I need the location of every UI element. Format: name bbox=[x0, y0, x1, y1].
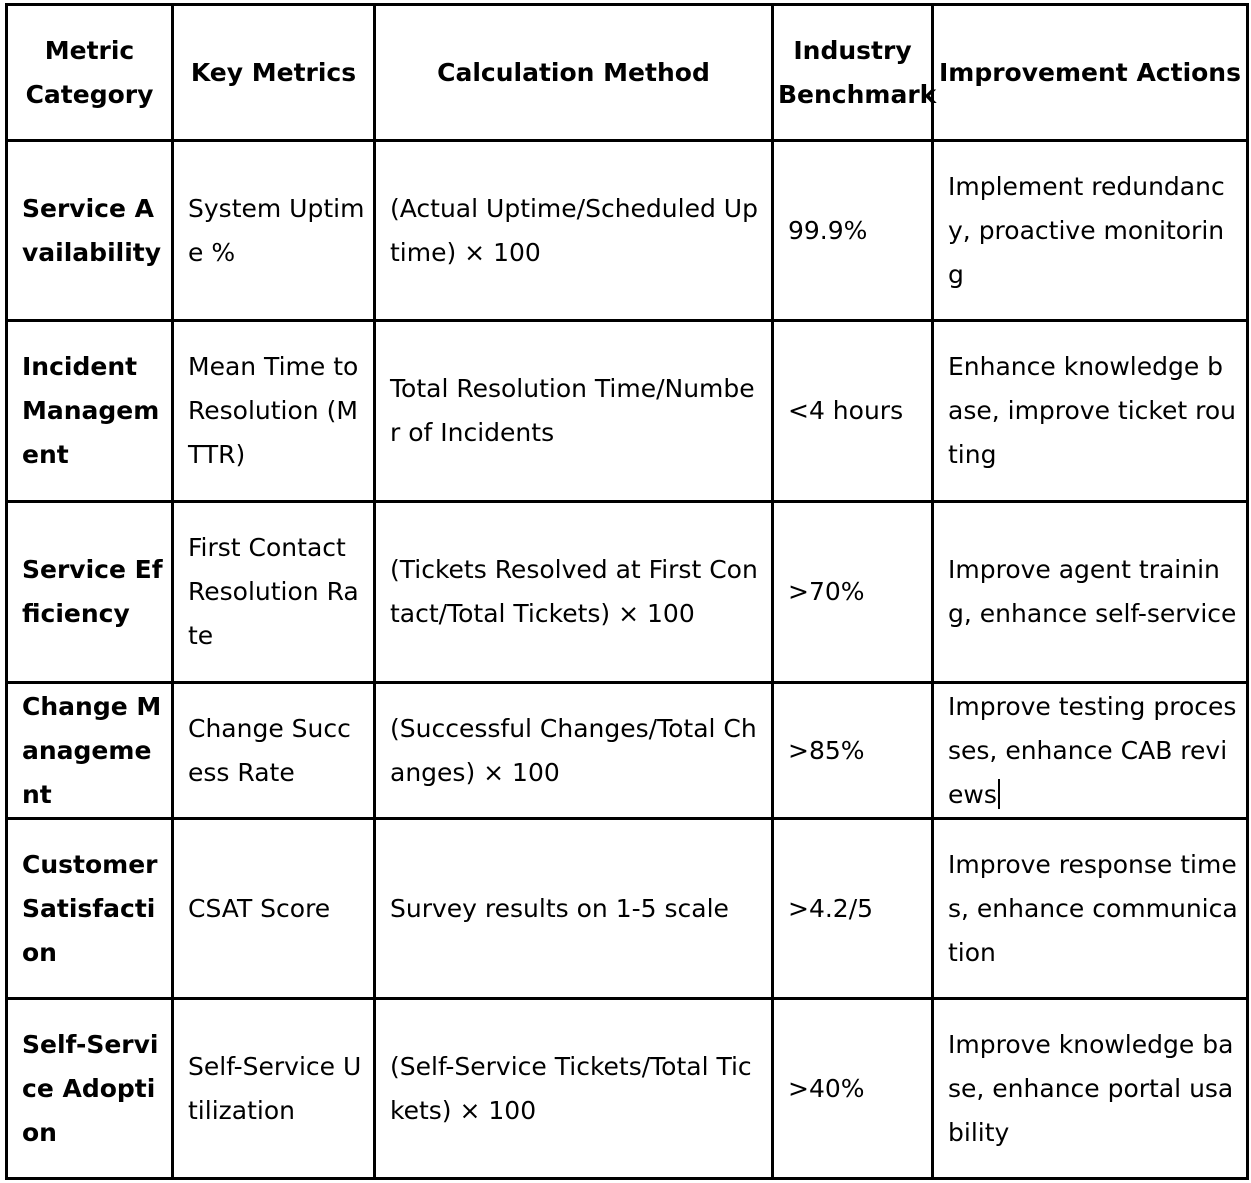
cell-actions[interactable] bbox=[933, 683, 1248, 819]
header-key-metrics: Key Metrics bbox=[173, 5, 375, 141]
cell-category[interactable]: Change Management bbox=[7, 683, 173, 819]
table-row bbox=[7, 502, 1248, 683]
table-row bbox=[7, 141, 1248, 321]
cell-actions[interactable]: Improve knowledge base, enhance portal usability bbox=[933, 999, 1248, 1179]
cell-actions[interactable]: Improve response times, enhance communication bbox=[933, 819, 1248, 999]
cell-method[interactable]: Total Resolution Time/Number of Incidents bbox=[375, 321, 773, 502]
metrics-table bbox=[5, 3, 1249, 1180]
header-row bbox=[7, 5, 1248, 141]
table-row bbox=[7, 683, 1248, 819]
header-improvement-actions: Improvement Actions bbox=[933, 5, 1248, 141]
cell-actions[interactable]: Implement redundancy, proactive monitoring bbox=[933, 141, 1248, 321]
actions-text: Improve testing processes, enhance CAB reviews bbox=[948, 691, 1237, 809]
cell-benchmark[interactable]: >40% bbox=[773, 999, 933, 1179]
header-metric-category: Metric Category bbox=[7, 5, 173, 141]
cell-metric[interactable]: Self-Service Utilization bbox=[173, 999, 375, 1179]
cell-category[interactable]: Service Efficiency bbox=[7, 502, 173, 683]
cell-benchmark[interactable]: 99.9% bbox=[773, 141, 933, 321]
cell-benchmark[interactable]: >4.2/5 bbox=[773, 819, 933, 999]
cell-metric[interactable]: CSAT Score bbox=[173, 819, 375, 999]
cell-method[interactable]: (Successful Changes/Total Changes) × 100 bbox=[375, 683, 773, 819]
cell-metric[interactable]: Change Success Rate bbox=[173, 683, 375, 819]
cell-method[interactable]: (Tickets Resolved at First Contact/Total Tickets) × 100 bbox=[375, 502, 773, 683]
cell-benchmark[interactable]: <4 hours bbox=[773, 321, 933, 502]
table-row bbox=[7, 999, 1248, 1179]
header-calculation-method: Calculation Method bbox=[375, 5, 773, 141]
cell-category[interactable]: Self-Service Adoption bbox=[7, 999, 173, 1179]
table-row bbox=[7, 819, 1248, 999]
cell-method[interactable]: (Self-Service Tickets/Total Tickets) × 100 bbox=[375, 999, 773, 1179]
cell-actions[interactable]: Enhance knowledge base, improve ticket routing bbox=[933, 321, 1248, 502]
cell-metric[interactable]: First Contact Resolution Rate bbox=[173, 502, 375, 683]
cell-category[interactable]: Customer Satisfaction bbox=[7, 819, 173, 999]
cell-actions[interactable]: Improve agent training, enhance self-service bbox=[933, 502, 1248, 683]
table-row bbox=[7, 321, 1248, 502]
cell-category[interactable]: Incident Management bbox=[7, 321, 173, 502]
header-industry-benchmark: Industry Benchmark bbox=[773, 5, 933, 141]
cell-metric[interactable]: Mean Time to Resolution (MTTR) bbox=[173, 321, 375, 502]
cell-method[interactable]: (Actual Uptime/Scheduled Uptime) × 100 bbox=[375, 141, 773, 321]
cell-benchmark[interactable]: >85% bbox=[773, 683, 933, 819]
cell-category[interactable]: Service Availability bbox=[7, 141, 173, 321]
text-cursor bbox=[998, 779, 1000, 809]
cell-method[interactable]: Survey results on 1-5 scale bbox=[375, 819, 773, 999]
cell-metric[interactable]: System Uptime % bbox=[173, 141, 375, 321]
cell-benchmark[interactable]: >70% bbox=[773, 502, 933, 683]
